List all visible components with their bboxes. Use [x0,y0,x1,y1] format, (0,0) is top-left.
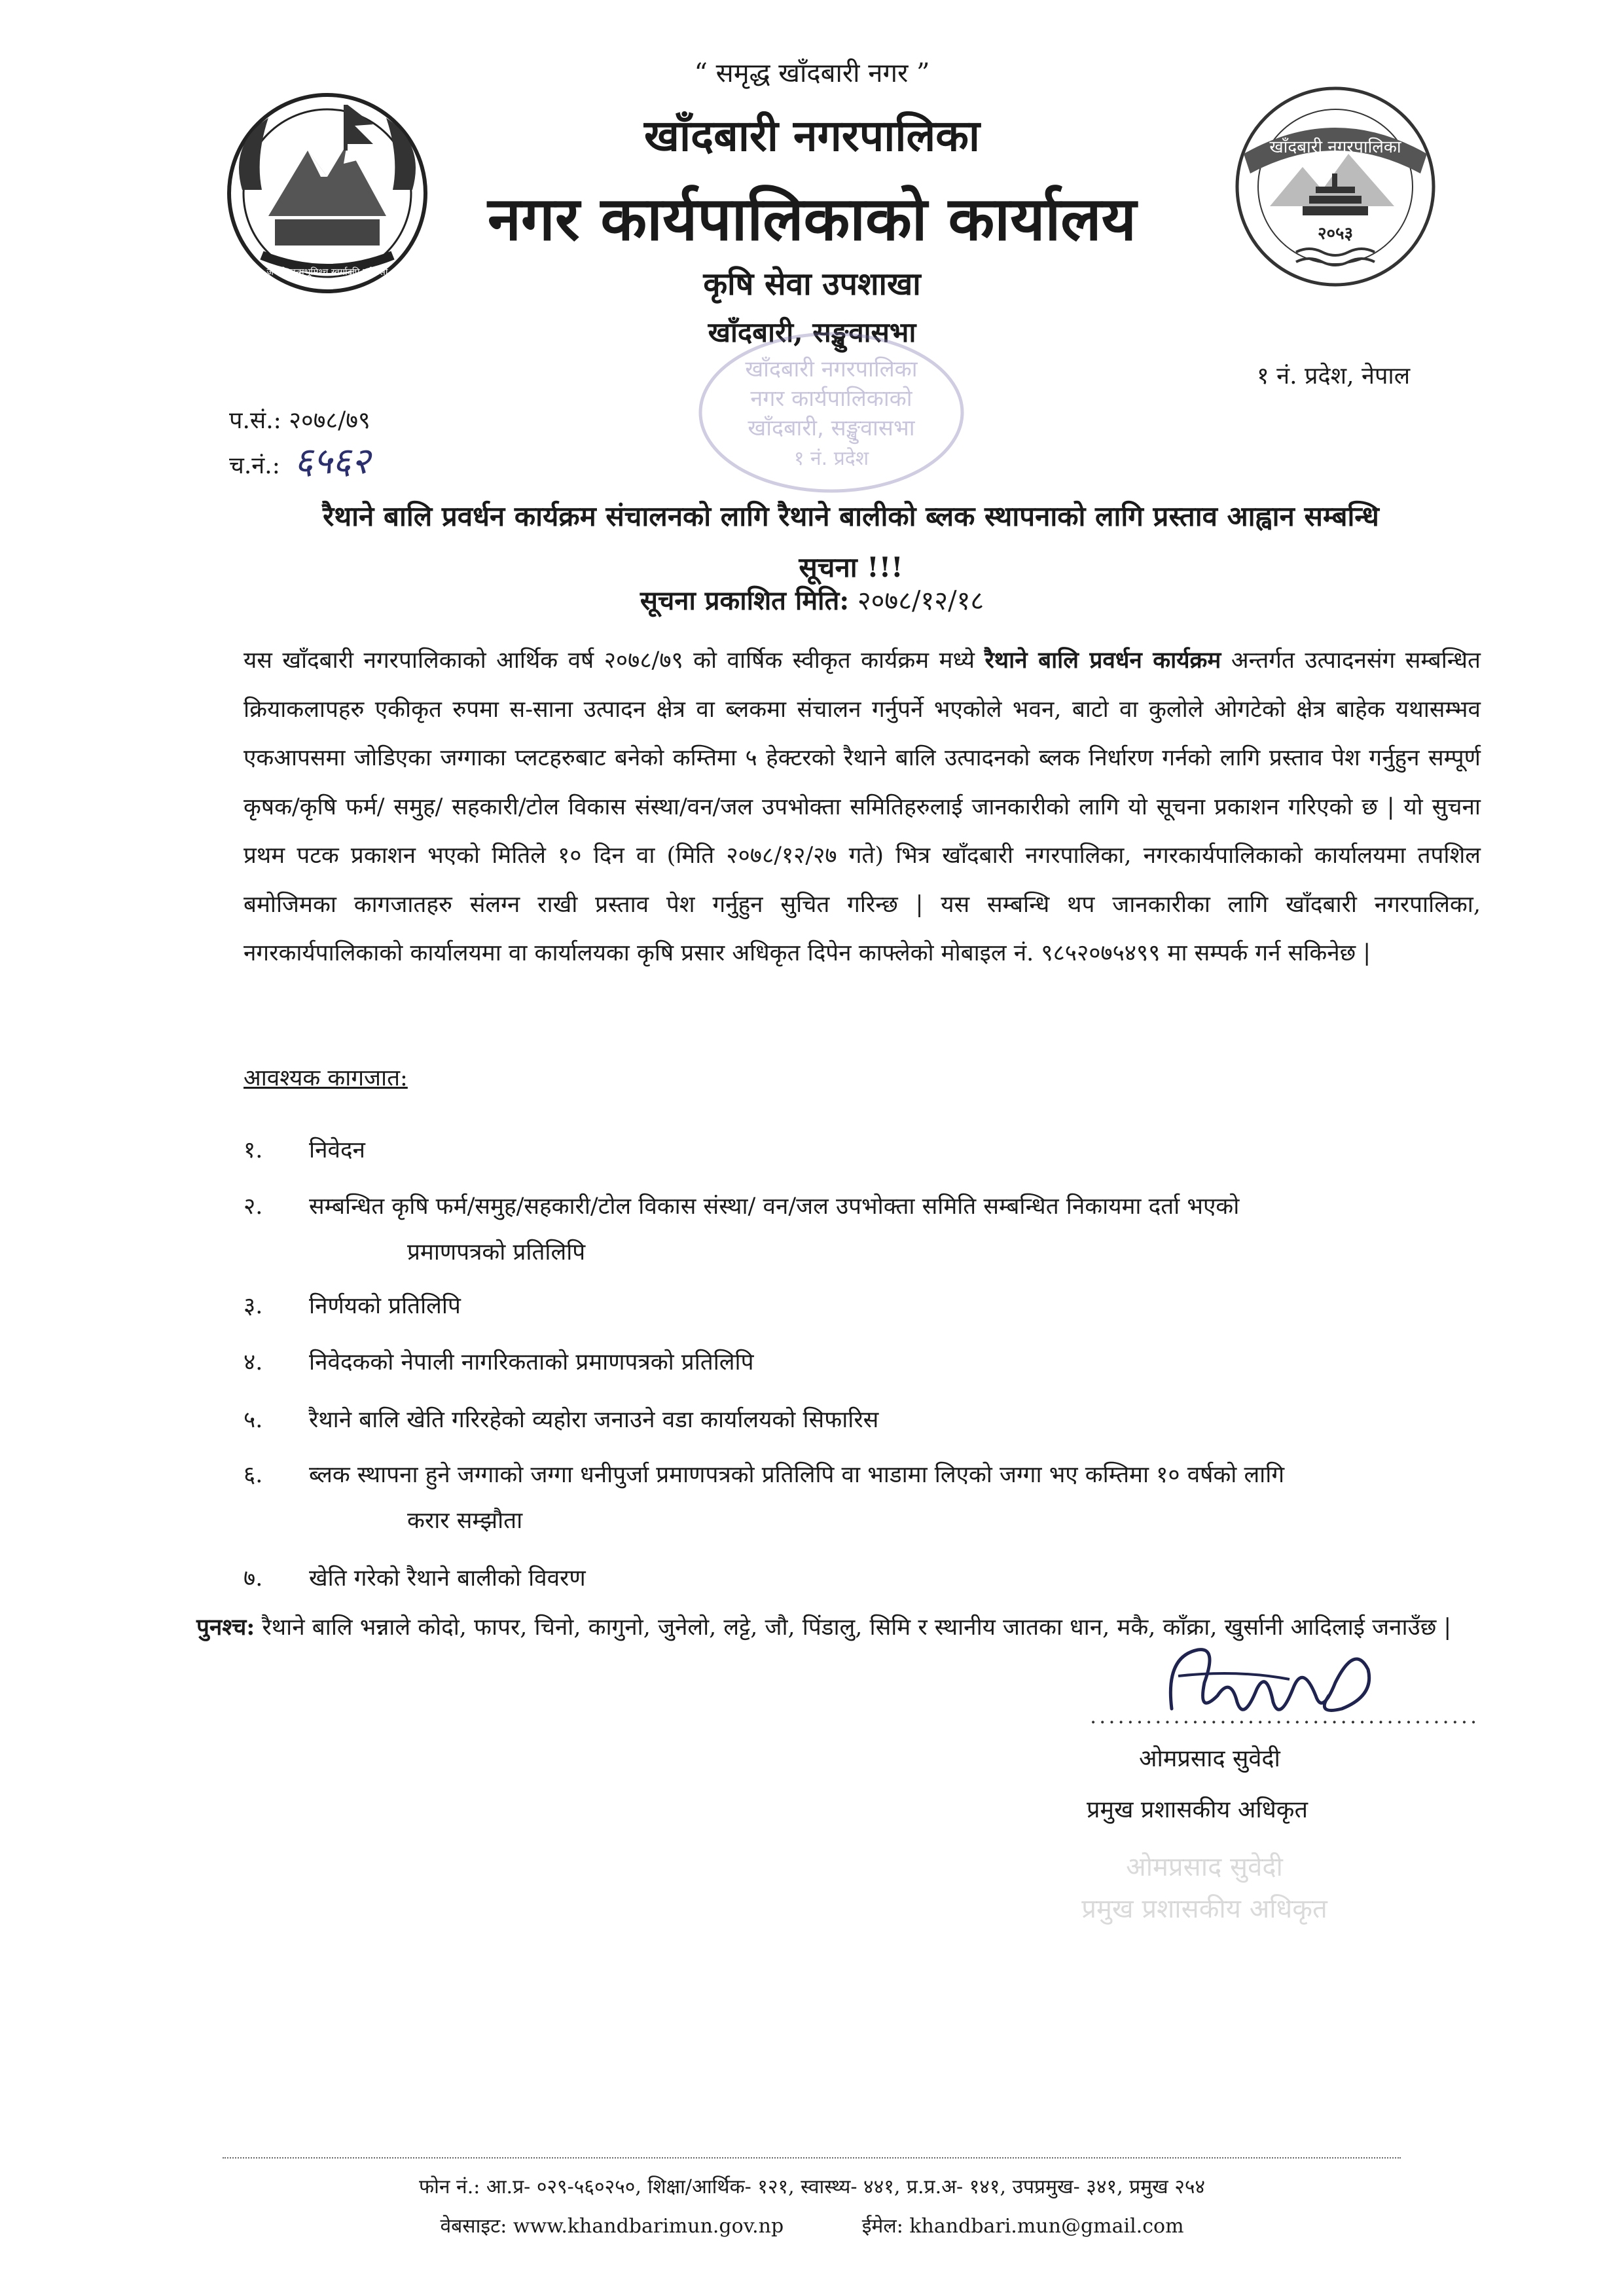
province-label: १ नं. प्रदेश, नेपाल [1257,363,1411,390]
list-item: ४. निवेदकको नेपाली नागरिकताको प्रमाणपत्रको प्रतिलिपि [244,1349,754,1376]
list-item: ३. निर्णयको प्रतिलिपि [244,1293,461,1319]
svg-text:खाँदबारी नगरपालिका: खाँदबारी नगरपालिका [745,356,918,382]
notice-body: यस खाँदबारी नगरपालिकाको आर्थिक वर्ष २०७८/७९ को वार्षिक स्वीकृत कार्यक्रम मध्ये रैथाने बालि प्रवर्धन कार्यक्रम अन्तर्गत उत्पादनसंग सम्बन्धित क्रियाकलापहरु एकीकृत रुपमा स-साना उत्पादन क्षेत्र वा ब्लकमा संचालन गर्नुपर्ने भएकोले भवन, बाटो वा कुलोले ओगटेको क्षेत्र बाहेक यथासम्भव एकआपसमा जोडिएका जग्गाका प्लटहरुबाट बनेको कम्तिमा ५ हेक्टरको रैथाने बालि उत्पादनको ब्लक निर्धारण गर्नको लागि प्रस्ताव पेश गर्नुहुन सम्पूर्ण कृषक/कृषि फर्म/ समुह/ सहकारी/टोल विकास संस्था/वन/जल उपभोक्ता समितिहरुलाई जानकारीको लागि यो सूचना प्रकाशन गरिएको छ | यो सुचना प्रथम पटक प्रकाशन भएको मितिले १० दिन वा (मिति २०७८/१२/२७ गते) भित्र खाँदबारी नगरपालिका, नगरकार्यपालिकाको कार्यालयमा तपशिल बमोजिमका कागजातहरु संलग्न राखी प्रस्ताव पेश गर्नुहुन सुचित गरिन्छ | यस सम्बन्धि थप जानकारीका लागि खाँदबारी नगरपालिका, नगरकार्यपालिकाको कार्यालयमा वा कार्यालयका कृषि प्रसार अधिकृत दिपेन काफ्लेको मोबाइल नं. ९८५२०७५४९९ मा सम्पर्क गर्न सकिनेछ | [244,647,1481,966]
list-item: १. निवेदन [244,1137,365,1163]
header-motto: “ समृद्ध खाँदबारी नगर ” [694,58,930,88]
emblem-motto: जननी जन्मभूमिश्च स्वर्गादपि गरीयसी [266,267,388,278]
footer-phone: फोन नं.: आ.प्र- ०२९-५६०२५०, शिक्षा/आर्थिक- १२१, स्वास्थ्य- ४४१, प्र.प्र.अ- १४१, उपप्रमुख- ३४१, प्रमुख २५४ [418,2176,1206,2198]
documents-heading: आवश्यक कागजात: [244,1065,408,1091]
website-link[interactable]: www.khandbarimun.gov.np [513,2215,784,2238]
notice-subject: रैथाने बालि प्रवर्धन कार्यक्रम संचालनको लागि रैथाने बालीको ब्लक स्थापनाको लागि प्रस्ताव आह्वान सम्बन्धि सूचना !!! [323,500,1379,583]
svg-text:१ नं. प्रदेश: १ नं. प्रदेश [793,447,869,470]
cn-reference: च.नं.: ६५६२ [229,440,370,483]
municipality-name: खाँदबारी नगरपालिका [644,110,980,161]
reference-block [229,401,370,486]
office-address: खाँदबारी, सङ्खुवासभा [708,316,916,348]
footer-contact: वेबसाइट: www.khandbarimun.gov.np ईमेल: khandbari.mun@gmail.com [440,2215,1184,2238]
section-name: कृषि सेवा उपशाखा [703,266,921,302]
publish-date: सूचना प्रकाशित मिति: २०७८/१२/१८ [640,585,984,616]
email-link[interactable]: khandbari.mun@gmail.com [909,2215,1184,2238]
signature-line: .......................................... [1090,1704,1480,1728]
signatory-title: प्रमुख प्रशासकीय अधिकृत [1087,1796,1308,1823]
signatory-name: ओमप्रसाद सुवेदी [1139,1745,1280,1772]
logo-right-text: खाँदबारी नगरपालिका [1269,137,1401,157]
office-stamp-icon [694,327,969,498]
logo-right-year: २०५३ [1317,224,1354,244]
faded-name-stamp: ओमप्रसाद सुवेदी प्रमुख प्रशासकीय अधिकृत [1081,1852,1327,1924]
footer-divider [223,2157,1401,2159]
svg-text:खाँदबारी, सङ्खुवासभा: खाँदबारी, सङ्खुवासभा [748,415,915,441]
svg-text:नगर कार्यपालिकाको: नगर कार्यपालिकाको [750,386,912,412]
ps-reference: प.सं.: २०७८/७९ [229,407,370,434]
cn-handwritten-value: ६५६२ [294,440,370,483]
list-item: ५. रैथाने बालि खेति गरिरहेको व्यहोरा जनाउने वडा कार्यालयको सिफारिस [244,1407,879,1433]
list-item: ७. खेति गरेको रैथाने बालीको विवरण [244,1565,586,1592]
office-name: नगर कार्यपालिकाको कार्यालय [487,183,1137,254]
list-item: २. सम्बन्धित कृषि फर्म/समुह/सहकारी/टोल विकास संस्था/ वन/जल उपभोक्ता समिति सम्बन्धित निकायमा दर्ता भएको प्रमाणपत्रको प्रतिलिपि [244,1194,1240,1266]
list-item: ६. ब्लक स्थापना हुने जग्गाको जग्गा धनीपुर्जा प्रमाणपत्रको प्रतिलिपि वा भाडामा लिएको जग्गा भए कम्तिमा १० वर्षको लागि करार सम्झौता [244,1462,1285,1534]
postscript: पुनश्च: रैथाने बालि भन्नाले कोदो, फापर, चिनो, कागुनो, जुनेलो, लट्टे, जौ, पिंडालु, सिमि र स्थानीय जातका धान, मकै, काँक्रा, खुर्सानी आदिलाई जनाउँछ | [196,1614,1452,1641]
